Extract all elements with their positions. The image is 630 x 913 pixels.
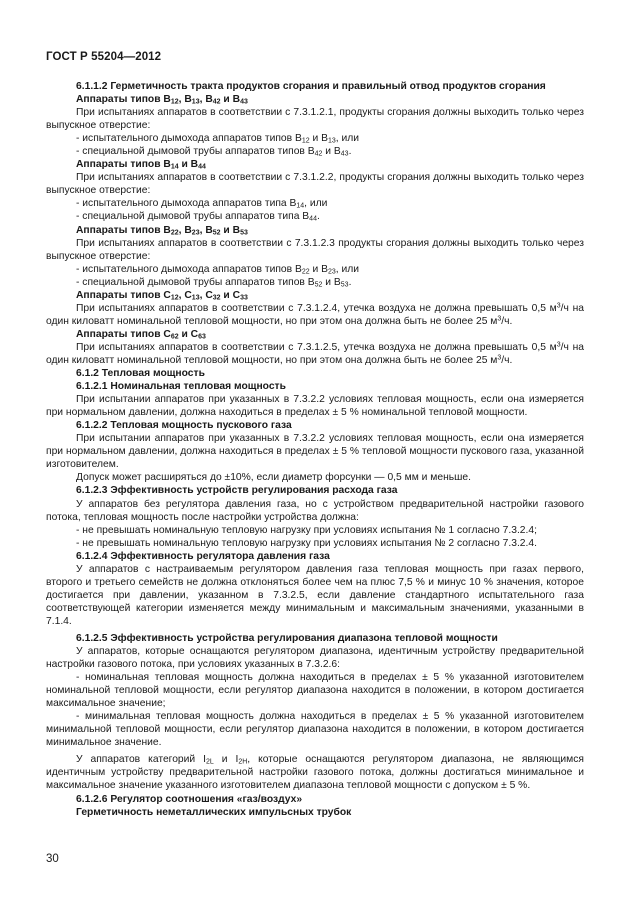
paragraph: У аппаратов категорий $I_{2L}$ и $I_{2H}$, которые оснащаются регулятором диапазона, не являющимся идентичным устройству предварительной настройки газового потока, должны достигаться минимальное и максимальное значение указанного изготовителем диапазона тепловой мощности с допуском ± 5 %. xyxy=(46,754,584,792)
section-heading: 6.1.2.6 Регулятор соотношения «газ/воздух» xyxy=(76,793,303,805)
paragraph: У аппаратов без регулятора давления газа, но с устройством предварительной настройки газового потока, тепловая мощность после настройки устройства должна: xyxy=(46,498,584,523)
section-heading: 6.1.2.4 Эффективность регулятора давления газа xyxy=(76,550,330,562)
paragraph: При испытаниях аппаратов в соответствии с 7.3.1.2.4, утечка воздуха не должна превышать 0,5 $м^3/ч$ на один киловатт номинальной тепловой мощности, но при этом она должна быть не более 25 $м^3/ч$. xyxy=(46,302,584,327)
section-heading: 6.1.2.5 Эффективность устройства регулирования диапазона тепловой мощности xyxy=(76,632,498,644)
paragraph: При испытании аппаратов при указанных в 7.3.2.2 условиях тепловая мощность, если она измеряется при нормальном давлении, должна находиться в пределах ± 5 % тепловой мощности пускового газа, указанной изготовителем. xyxy=(46,433,584,471)
paragraph: Допуск может расширяться до ±10%, если диаметр форсунки — 0,5 мм и меньше. xyxy=(76,472,471,484)
paragraph: При испытаниях аппаратов в соответствии с 7.3.1.2.1, продукты сгорания должны выходить только через выпускное отверстие: xyxy=(46,107,584,132)
document-body xyxy=(46,80,584,819)
paragraph: При испытаниях аппаратов в соответствии с 7.3.1.2.2, продукты сгорания должны выходить только через выпускное отверстие: xyxy=(46,172,584,197)
list-item: - испытательного дымохода аппаратов типа $B_{14}$, или xyxy=(76,198,328,210)
list-item: - испытательного дымохода аппаратов типов $B_{12}$ и $B_{13}$, или xyxy=(76,133,360,145)
paragraph: При испытании аппаратов при указанных в 7.3.2.2 условиях тепловая мощность, если она измеряется при нормальном давлении, должна находиться в пределах ± 5 % номинальной тепловой мощности. xyxy=(46,394,584,419)
subheading: Аппараты типов $C_{62}$ и $C_{63}$ xyxy=(76,328,206,341)
list-item: - специальной дымовой трубы аппаратов типов $B_{42}$ и $B_{43}$. xyxy=(76,146,352,158)
subheading: Аппараты типов $B_{22}$, $B_{23}$, $B_{52}$ и $B_{53}$ xyxy=(76,224,248,237)
page-number: 30 xyxy=(46,853,59,865)
section-heading: 6.1.2 Тепловая мощность xyxy=(76,368,205,380)
list-item: - номинальная тепловая мощность должна находиться в пределах ± 5 % указанной изготовителем номинальной тепловой мощности, если регулятор диапазона находится в положении, в котором достигается максимальное значение; xyxy=(46,672,584,710)
section-heading: 6.1.1.2 Герметичность тракта продуктов сгорания и правильный отвод продуктов сгорания xyxy=(76,81,546,92)
paragraph: У аппаратов, которые оснащаются регулятором диапазона, идентичным устройству предварительной настройки газового потока, при условиях указанных в 7.3.2.6: xyxy=(46,646,584,671)
section-heading: 6.1.2.2 Тепловая мощность пускового газа xyxy=(76,420,292,432)
document-header: ГОСТ Р 55204—2012 xyxy=(46,51,162,63)
paragraph: У аппаратов с настраиваемым регулятором давления газа тепловая мощность при газах первого, второго и третьего семейств не должна отклоняться более чем на плюс 7,5 % и минус 10 % значения, которое достигается при давлении, указанном в 7.3.2.5, если давление стандартного испытательного газа соответствующей категории изменяется между минимальным и максимальным значениями, указанными в 7.1.4. xyxy=(46,563,584,627)
list-item: - минимальная тепловая мощность должна находиться в пределах ± 5 % указанной изготовителем минимальной тепловой мощности, если регулятор диапазона находится в положении, в котором достигается минимальное значение. xyxy=(46,711,584,749)
subheading: Аппараты типов $B_{12}$, $B_{13}$, $B_{42}$ и $B_{43}$ xyxy=(76,94,248,106)
list-item: - не превышать номинальную тепловую нагрузку при условиях испытания № 1 согласно 7.3.2.4; xyxy=(76,524,537,536)
list-item: - не превышать номинальную тепловую нагрузку при условиях испытания № 2 согласно 7.3.2.4. xyxy=(76,537,537,549)
subheading: Герметичность неметаллических импульсных трубок xyxy=(76,806,352,818)
subheading: Аппараты типов $B_{14}$ и $B_{44}$ xyxy=(76,159,206,171)
paragraph: При испытаниях аппаратов в соответствии с 7.3.1.2.5, утечка воздуха не должна превышать 0,5 $м^3/ч$ на один киловатт номинальной тепловой мощности, но при этом она должна быть не более 25 $м^3/ч$. xyxy=(46,341,584,366)
section-heading: 6.1.2.3 Эффективность устройств регулирования расхода газа xyxy=(76,485,398,497)
subheading: Аппараты типов $C_{12}$, $C_{13}$, $C_{32}$ и $C_{33}$ xyxy=(76,289,248,302)
list-item: - испытательного дымохода аппаратов типов $B_{22}$ и $B_{23}$, или xyxy=(76,263,360,276)
list-item: - специальной дымовой трубы аппаратов типов $B_{52}$ и $B_{53}$. xyxy=(76,276,352,289)
list-item: - специальной дымовой трубы аппаратов типа $B_{44}$. xyxy=(76,211,320,223)
section-heading: 6.1.2.1 Номинальная тепловая мощность xyxy=(76,381,286,393)
paragraph: При испытаниях аппаратов в соответствии с 7.3.1.2.3 продукты сгорания должны выходить только через выпускное отверстие: xyxy=(46,237,584,262)
